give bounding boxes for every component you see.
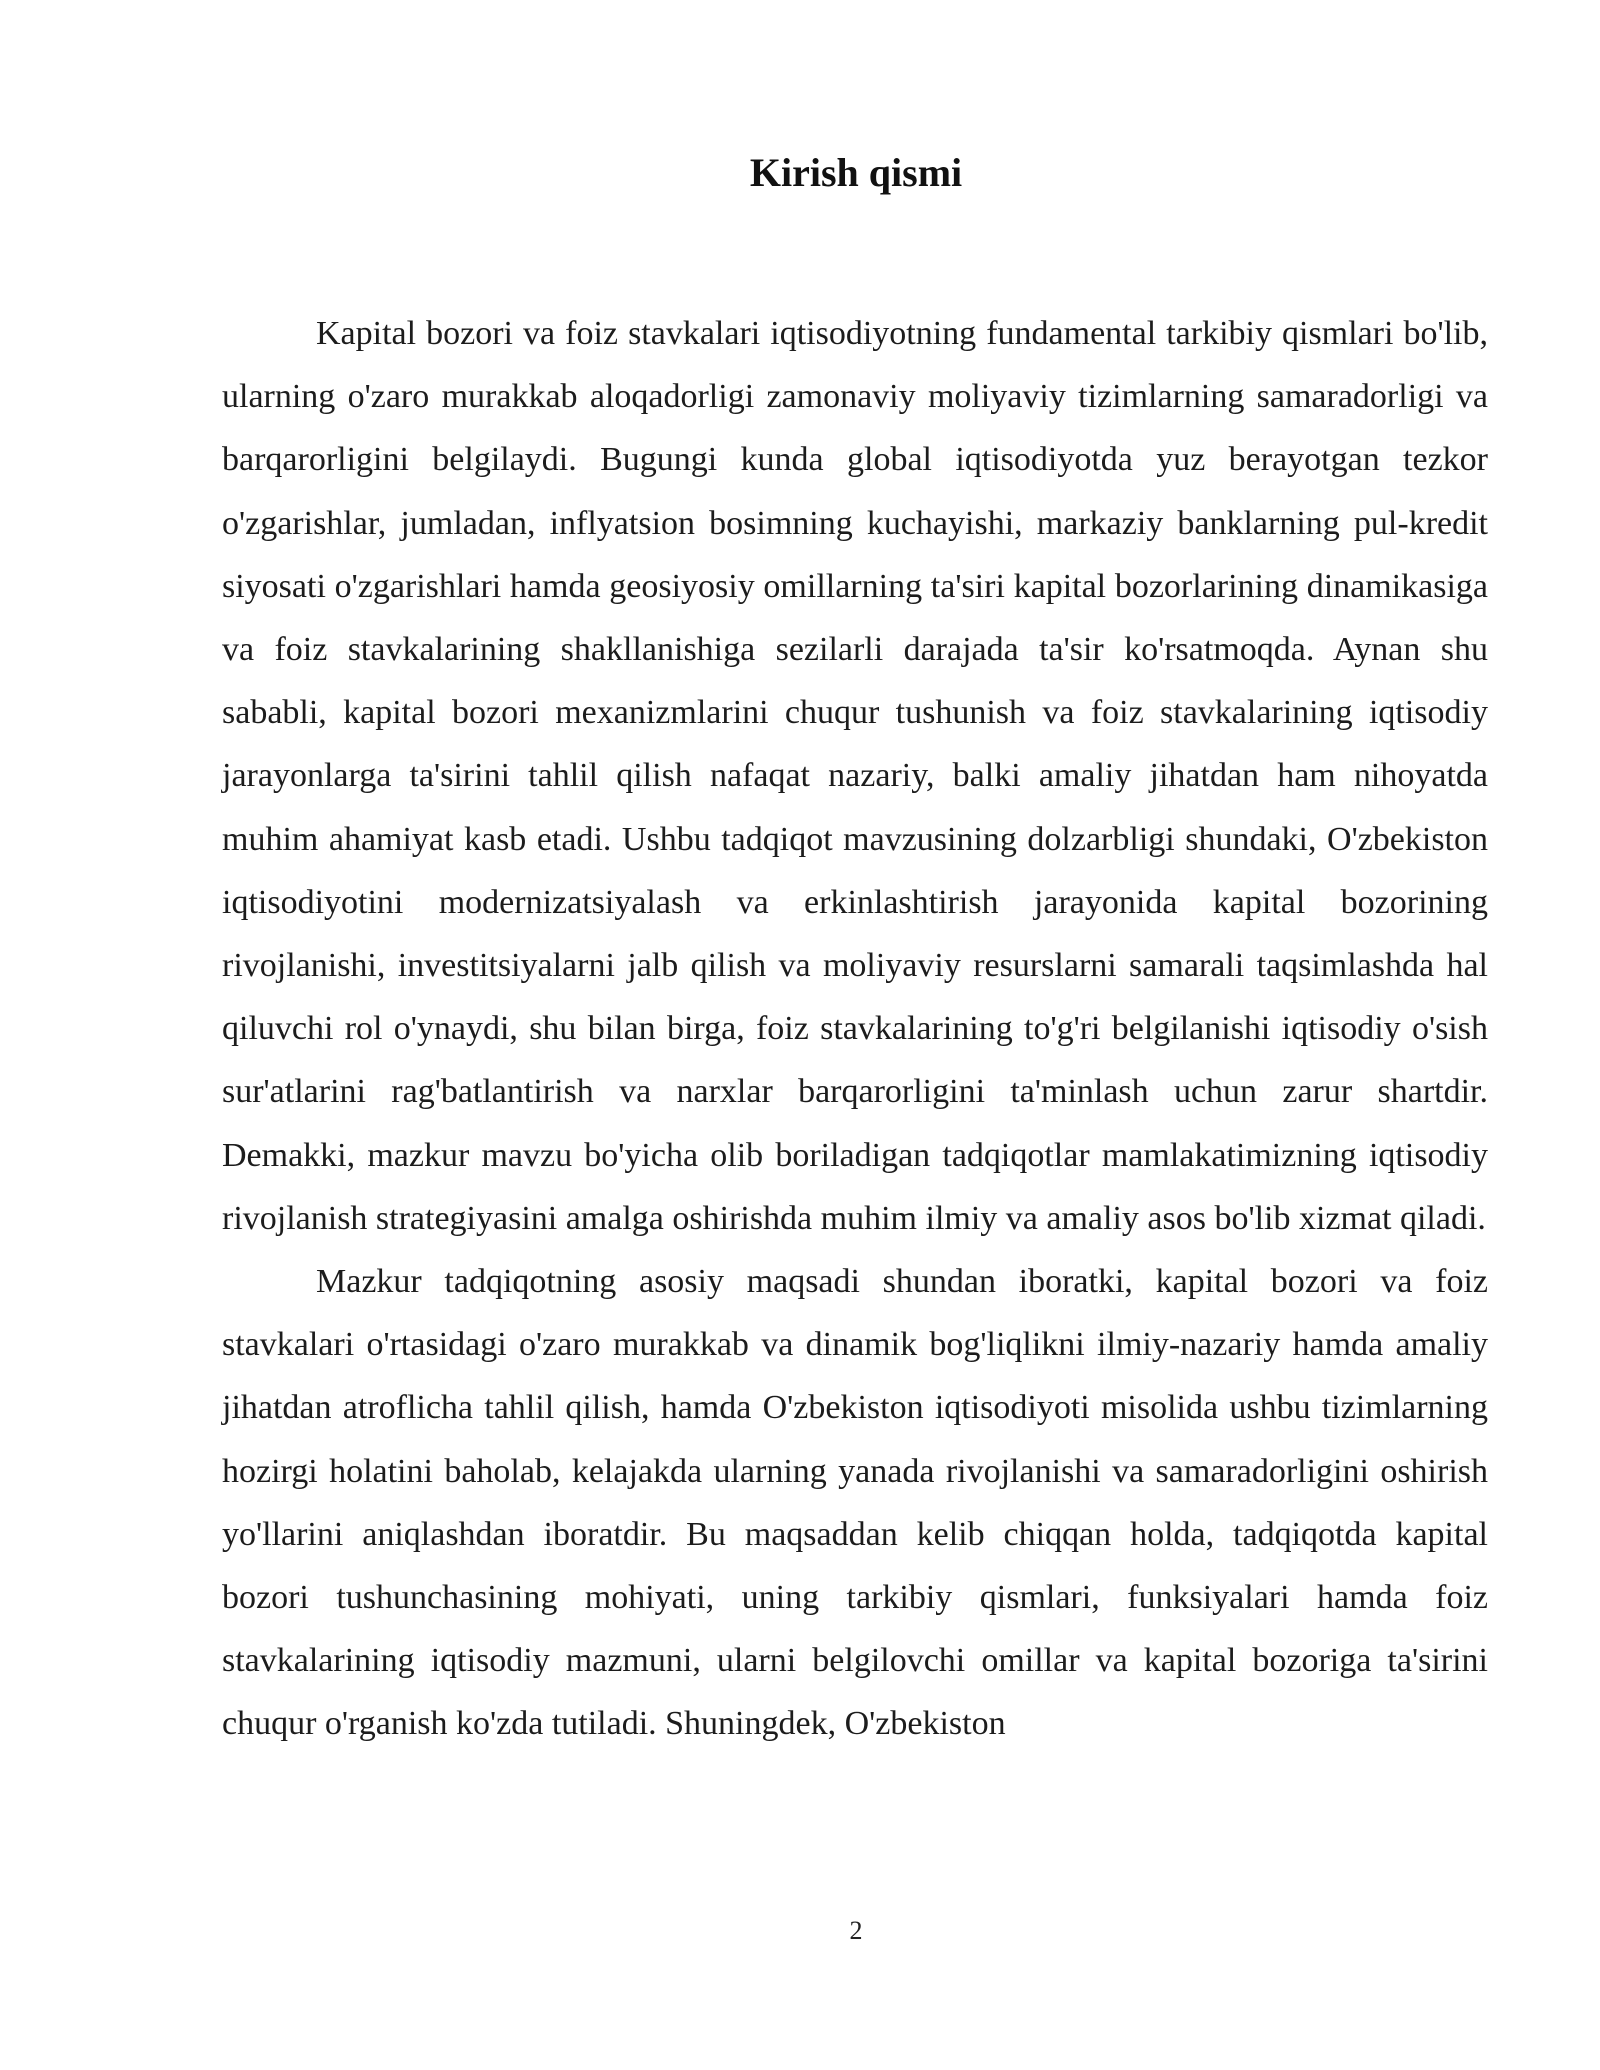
paragraph: Mazkur tadqiqotning asosiy maqsadi shundan iboratki, kapital bozori va foiz stavkalari o'rtasidagi o'zaro murakkab va dinamik bog'liqlikni ilmiy-nazariy hamda amaliy jihatdan atroflicha tahlil qilish, hamda O'zbekiston iqtisodiyoti misolida ushbu tizimlarning hozirgi holatini baholab, kelajakda ularning yanada rivojlanishi va samaradorligini oshirish yo'llarini aniqlashdan iboratdir. Bu maqsaddan kelib chiqqan holda, tadqiqotda kapital bozori tushunchasining mohiyati, uning tarkibiy qismlari, funksiyalari hamda foiz stavkalarining iqtisodiy mazmuni, ularni belgilovchi omillar va kapital bozoriga ta'sirini chuqur o'rganish ko'zda tutiladi. Shuningdek, O'zbekiston	[222, 1263, 1488, 1743]
paragraph: Kapital bozori va foiz stavkalari iqtisodiyotning fundamental tarkibiy qismlari bo'lib, ularning o'zaro murakkab aloqadorligi zamonaviy moliyaviy tizimlarning samaradorligi va barqarorligini belgilaydi. Bugungi kunda global iqtisodiyotda yuz berayotgan tezkor o'zgarishlar, jumladan, inflyatsion bosimning kuchayishi, markaziy banklarning pul-kredit siyosati o'zgarishlari hamda geosiyosiy omillarning ta'siri kapital bozorlarining dinamikasiga va foiz stavkalarining shakllanishiga sezilarli darajada ta'sir ko'rsatmoqda. Aynan shu sababli, kapital bozori mexanizmlarini chuqur tushunish va foiz stavkalarining iqtisodiy jarayonlarga ta'sirini tahlil qilish nafaqat nazariy, balki amaliy jihatdan ham nihoyatda muhim ahamiyat kasb etadi. Ushbu tadqiqot mavzusining dolzarbligi shundaki, O'zbekiston iqtisodiyotini modernizatsiyalash va erkinlashtirish jarayonida kapital bozorining rivojlanishi, investitsiyalarni jalb qilish va moliyaviy resurslarni samarali taqsimlashda hal qiluvchi rol o'ynaydi, shu bilan birga, foiz stavkalarining to'g'ri belgilanishi iqtisodiy o'sish sur'atlarini rag'batlantirish va narxlar barqarorligini ta'minlash uchun zarur shartdir. Demakki, mazkur mavzu bo'yicha olib boriladigan tadqiqotlar mamlakatimizning iqtisodiy rivojlanish strategiyasini amalga oshirishda muhim ilmiy va amaliy asos bo'lib xizmat qiladi.	[222, 315, 1488, 1237]
page-title: Kirish qismi	[749, 150, 963, 195]
page-number: 2	[849, 1916, 863, 1945]
body-text	[222, 302, 1488, 1756]
